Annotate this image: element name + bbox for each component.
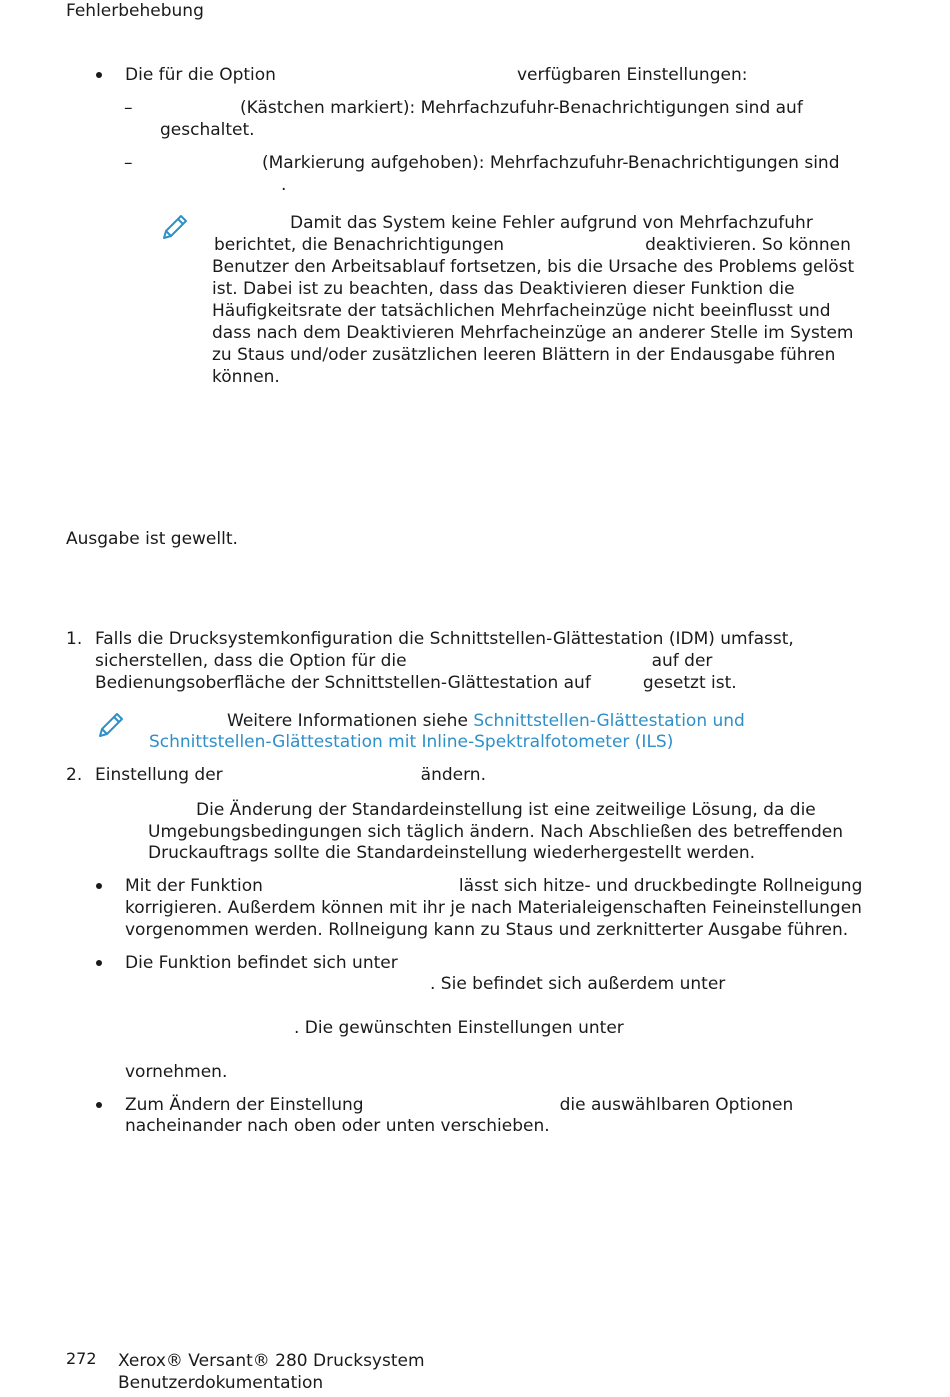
list-item-line: vornehmen. [125,1062,228,1082]
list-item-line: nacheinander nach oben oder unten verschieben. [125,1116,550,1136]
list-item-line: . Sie befindet sich außerdem unter [430,974,726,994]
step-text: Einstellung der [95,765,223,785]
note-line [227,710,745,732]
step-text: gesetzt ist. [642,673,737,693]
list-item-line: . Die gewünschten Einstellungen unter [294,1018,624,1038]
note-line: Druckauftrags sollte die Standardeinstellung wiederhergestellt werden. [148,843,756,863]
bullet-dot [96,72,102,78]
option-intro-a: Die für die Option [125,65,276,85]
dash-marker: – [124,98,133,118]
note-line: Häufigkeitsrate der tatsächlichen Mehrfacheinzüge nicht beeinflusst und [212,301,831,321]
option-on-line1: (Kästchen markiert): Mehrfachzufuhr-Benachrichtigungen sind auf [240,98,803,118]
note-line: Umgebungsbedingungen sich täglich ändern. Nach Abschließen des betreffenden [148,822,843,842]
note-text: berichtet, die Benachrichtigungen [214,235,505,255]
list-item-line: korrigieren. Außerdem können mit ihr je nach Materialeigenschaften Feineinstellungen [125,898,862,918]
bullet-dot [96,1102,102,1108]
footer-product: Xerox® Versant® 280 Drucksystem [118,1351,425,1371]
pencil-icon [94,710,126,742]
dash-marker: – [124,153,133,173]
list-item-line [125,875,862,897]
step-number: 1. [66,629,83,649]
page-number: 272 [66,1349,97,1368]
note-line: ist. Dabei ist zu beachten, dass das Deaktivieren dieser Funktion die [212,279,795,299]
cross-reference-link[interactable]: Schnittstellen-Glättestation und [473,711,745,731]
list-item-line: Die Funktion befindet sich unter [125,953,398,973]
step-text: sicherstellen, dass die Option für die [95,651,407,671]
step-number: 2. [66,765,83,785]
note-line: können. [212,367,280,387]
note-line: Die Änderung der Standardeinstellung ist eine zeitweilige Lösung, da die [196,800,816,820]
option-off-line2: . [281,175,287,195]
step-text: auf der [651,651,713,671]
step-text: ändern. [420,765,486,785]
note-line: Damit das System keine Fehler aufgrund von Mehrfachzufuhr [290,213,813,233]
list-item-line [125,1094,793,1116]
option-off-line1: (Markierung aufgehoben): Mehrfachzufuhr-Benachrichtigungen sind [262,153,840,173]
list-item [125,64,747,86]
list-item-line: vorgenommen werden. Rollneigung kann zu Staus und zerknitterter Ausgabe führen. [125,920,849,940]
note-line: zu Staus und/oder zusätzlichen leeren Blättern in der Endausgabe führen [212,345,836,365]
list-text: lässt sich hitze- und druckbedingte Rollneigung [458,876,863,896]
note-text: deaktivieren. So können [645,235,851,255]
bullet-dot [96,883,102,889]
footer-doc-type: Benutzerdokumentation [118,1373,324,1393]
note-text: Weitere Informationen siehe [227,711,468,731]
note-line: dass nach dem Deaktivieren Mehrfacheinzüge an anderer Stelle im System [212,323,854,343]
option-intro-b: verfügbaren Einstellungen: [516,65,748,85]
problem-heading: Ausgabe ist gewellt. [66,529,238,549]
list-text: Mit der Funktion [125,876,263,896]
step-text: Bedienungsoberfläche der Schnittstellen-Glättestation auf [95,673,591,693]
note-line: Benutzer den Arbeitsablauf fortsetzen, bis die Ursache des Problems gelöst [212,257,855,277]
note-line [214,234,851,256]
step-line [95,764,486,786]
cross-reference-link[interactable]: Schnittstellen-Glättestation mit Inline-Spektralfotometer (ILS) [149,732,674,752]
list-text: Zum Ändern der Einstellung [125,1095,364,1115]
pencil-icon [158,212,190,244]
option-on-line2: geschaltet. [160,120,255,140]
running-header: Fehlerbehebung [66,1,204,21]
step-line [95,650,712,672]
step-line [95,672,737,694]
list-text: die auswählbaren Optionen [559,1095,794,1115]
bullet-dot [96,960,102,966]
step-line: Falls die Drucksystemkonfiguration die Schnittstellen-Glättestation (IDM) umfasst, [95,629,794,649]
